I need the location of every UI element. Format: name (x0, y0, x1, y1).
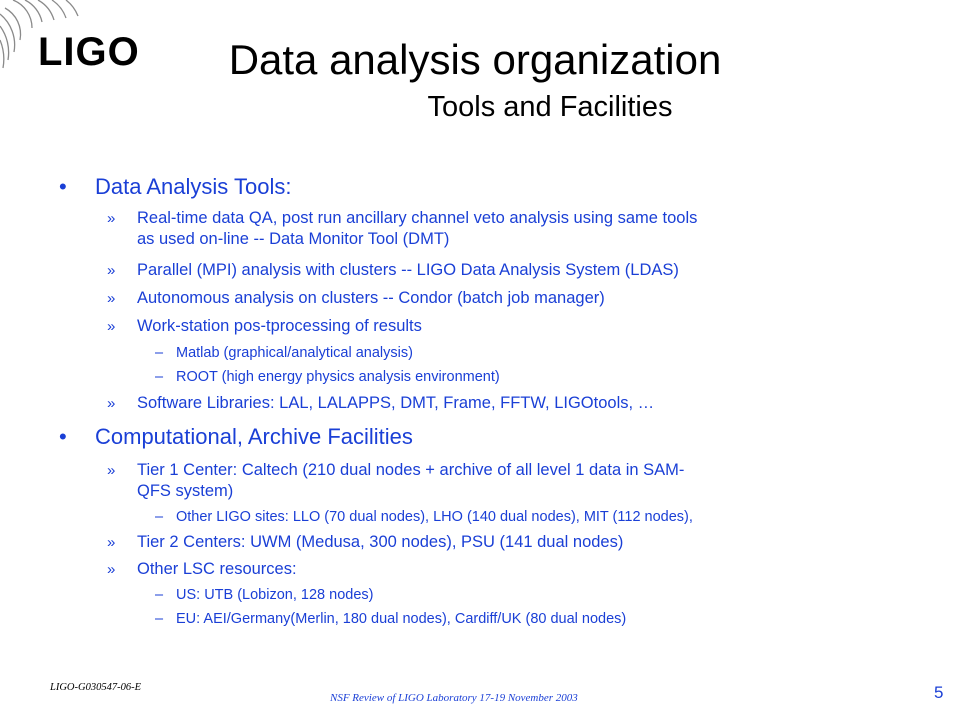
level2-bullet: » (107, 210, 116, 227)
document-id: LIGO-G030547-06-E (50, 682, 141, 693)
sub-list-item-text: EU: AEI/Germany(Merlin, 180 dual nodes), Cardiff/UK (80 dual nodes) (176, 611, 627, 627)
list-item-text: Software Libraries: LAL, LALAPPS, DMT, Frame, FFTW, LIGOtools, … (137, 394, 655, 412)
level2-bullet: » (107, 462, 116, 479)
list-item (107, 316, 857, 337)
sub-list-item (155, 344, 896, 362)
list-item-text: Autonomous analysis on clusters -- Condor (batch job manager) (137, 289, 605, 307)
level2-bullet: » (107, 290, 116, 307)
list-item (107, 288, 857, 309)
sub-list-item-text: ROOT (high energy physics analysis environment) (176, 369, 500, 385)
sub-list-item-text: Other LIGO sites: LLO (70 dual nodes), LHO (140 dual nodes), MIT (112 nodes), (176, 509, 693, 525)
section-heading-text: Data Analysis Tools: (95, 174, 292, 199)
level3-bullet: – (155, 509, 164, 525)
level3-bullet: – (155, 611, 164, 627)
level3-bullet: – (155, 369, 164, 385)
list-item (107, 393, 857, 414)
page-title: Data analysis organization (228, 36, 722, 83)
level2-bullet: » (107, 534, 116, 551)
list-item (107, 460, 857, 502)
list-item-text-continued: as used on-line -- Data Monitor Tool (DMT) (137, 230, 450, 248)
page-subtitle: Tools and Facilities (427, 91, 673, 123)
sub-list-item (155, 508, 896, 526)
list-item-text: Work-station pos-tprocessing of results (137, 317, 422, 335)
level2-bullet: » (107, 262, 116, 279)
list-item (107, 208, 857, 250)
level1-bullet: • (59, 424, 67, 449)
sub-list-item-text: Matlab (graphical/analytical analysis) (176, 345, 413, 361)
section-heading (59, 424, 413, 450)
list-item-text-continued: QFS system) (137, 482, 234, 500)
list-item-text: Tier 2 Centers: UWM (Medusa, 300 nodes), PSU (141 dual nodes) (137, 533, 624, 551)
sub-list-item (155, 610, 896, 628)
list-item-text: Tier 1 Center: Caltech (210 dual nodes + archive of all level 1 data in SAM- (137, 461, 685, 479)
list-item-text: Parallel (MPI) analysis with clusters -- LIGO Data Analysis System (LDAS) (137, 261, 679, 279)
level2-bullet: » (107, 561, 116, 578)
sub-list-item-text: US: UTB (Lobizon, 128 nodes) (176, 587, 374, 603)
level3-bullet: – (155, 587, 164, 603)
list-item-text: Other LSC resources: (137, 560, 297, 578)
sub-list-item (155, 368, 896, 386)
page-number: 5 (934, 683, 944, 702)
level2-bullet: » (107, 395, 116, 412)
list-item (107, 260, 857, 281)
logo-text: LIGO (38, 30, 140, 74)
section-heading-text: Computational, Archive Facilities (95, 424, 413, 449)
list-item (107, 559, 857, 580)
level3-bullet: – (155, 345, 164, 361)
list-item (107, 532, 857, 553)
level1-bullet: • (59, 174, 67, 199)
list-item-text: Real-time data QA, post run ancillary channel veto analysis using same tools (137, 209, 698, 227)
sub-list-item (155, 586, 896, 604)
section-heading (59, 174, 292, 200)
level2-bullet: » (107, 318, 116, 335)
footer-text: NSF Review of LIGO Laboratory 17-19 November 2003 (330, 692, 578, 704)
